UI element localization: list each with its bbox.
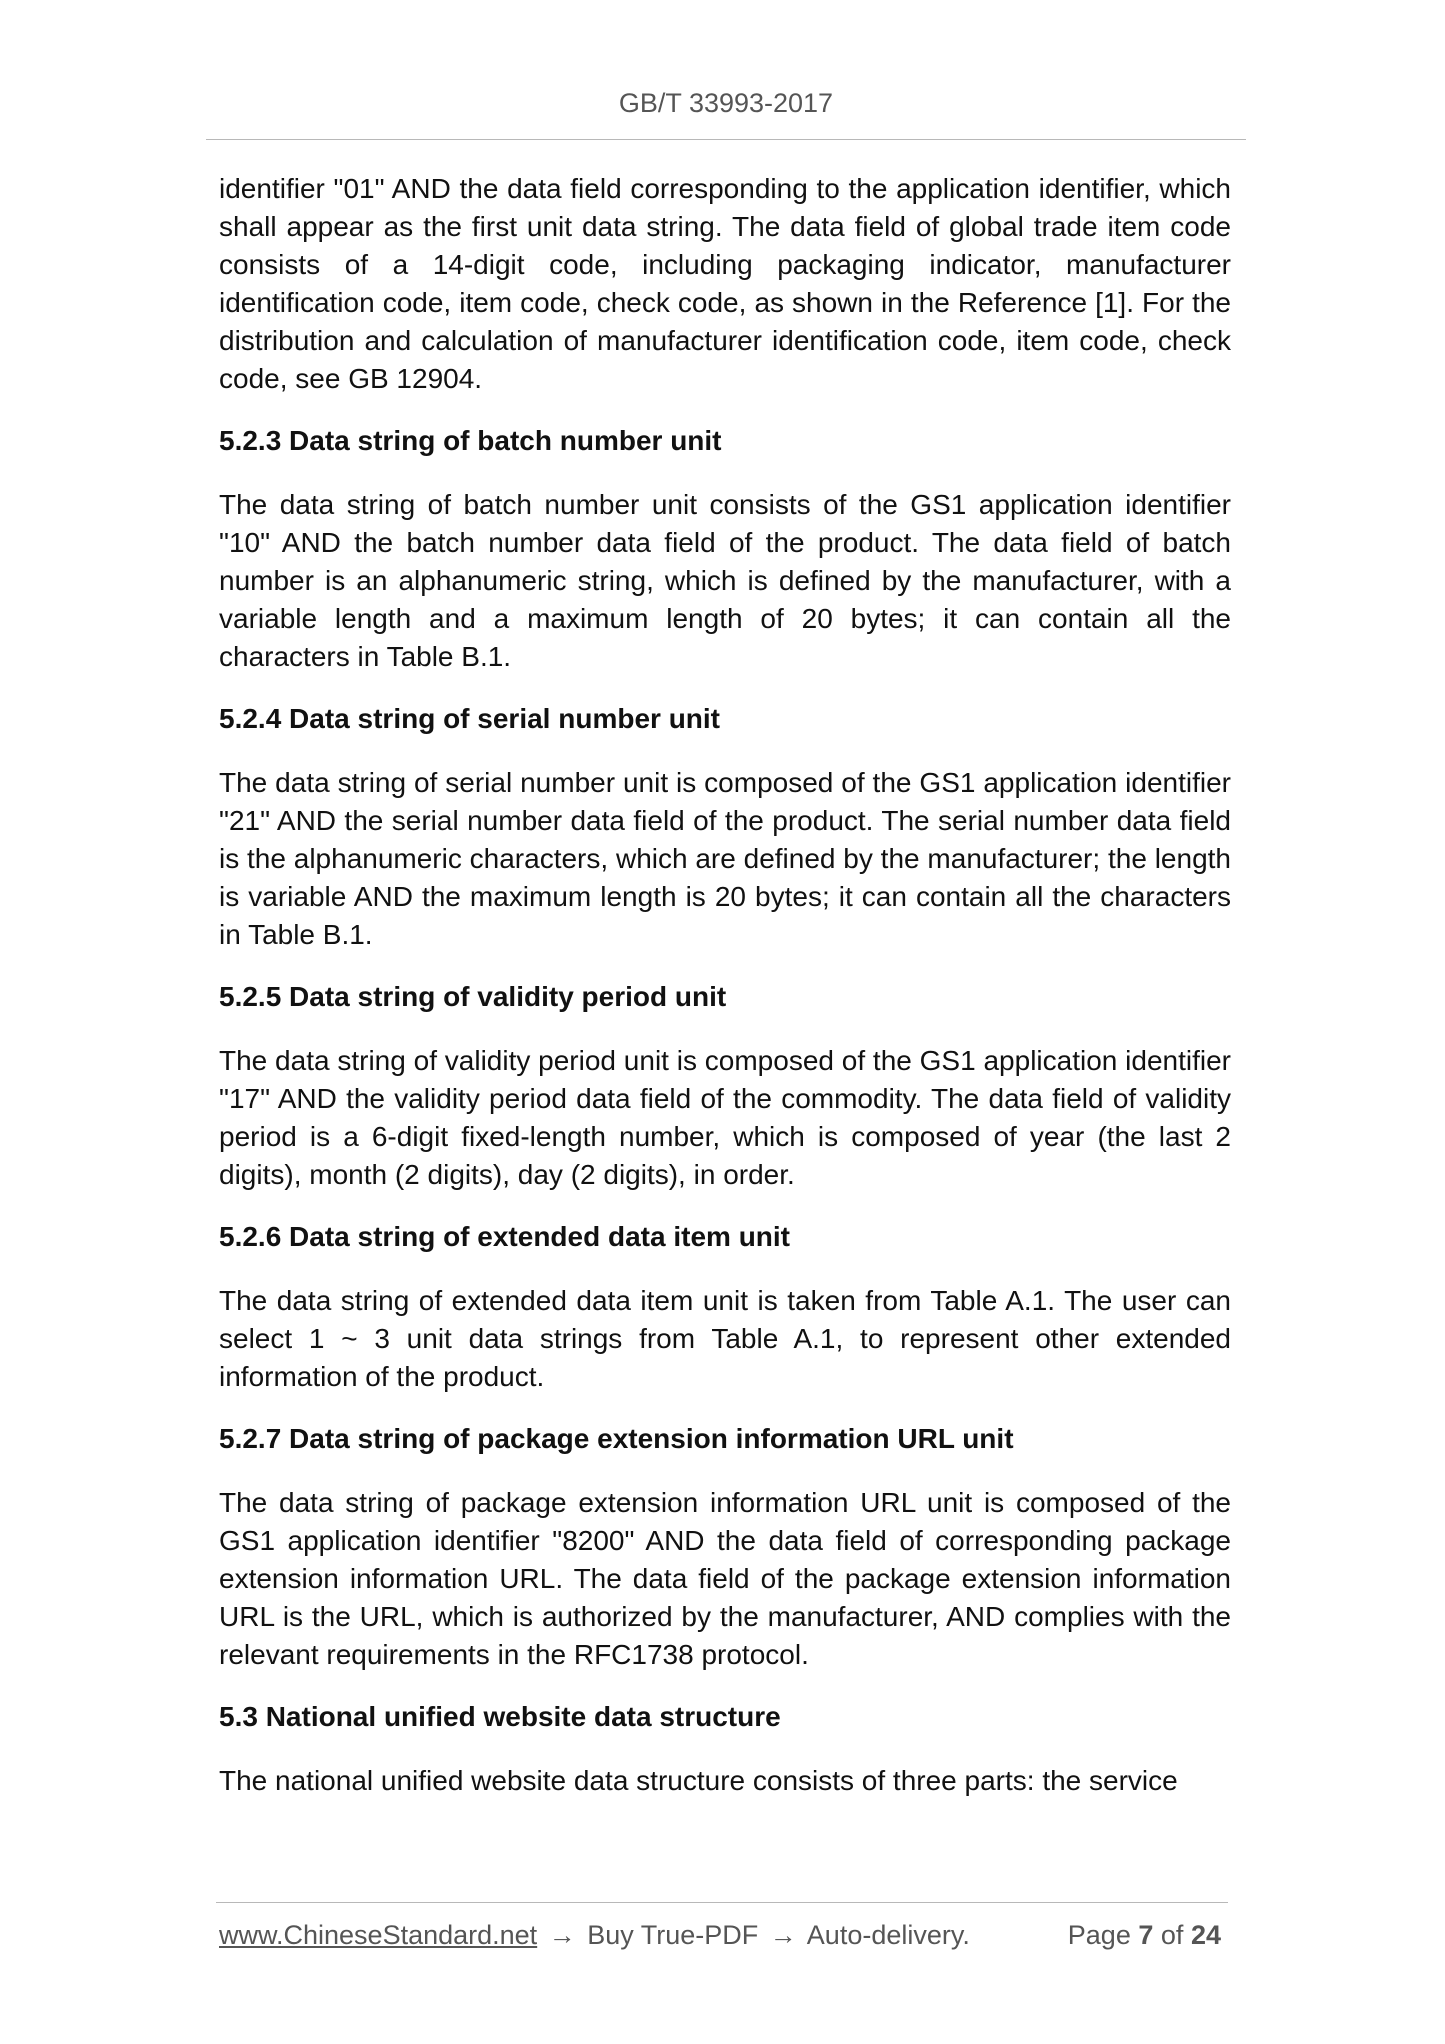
of-label: of [1160,1920,1184,1950]
paragraph-5-3: The national unified website data structure consists of three parts: the service [219,1765,1178,1796]
paragraph-5-2-6: The data string of extended data item unit is taken from Table A.1. The user can select 1 ~ 3 unit data strings from Table A.1, to represent other extended information of the product. [219,1285,1231,1392]
arrow-right-icon: → [548,1920,576,1950]
paragraph-5-2-7: The data string of package extension information URL unit is composed of the GS1 application identifier "8200" AND the data field of corresponding package extension information URL. The data field of the package extension information URL is the URL, which is authorized by the manufacturer, AND complies with the relevant requirements in the RFC1738 protocol. [219,1487,1231,1670]
paragraph-5-2-5: The data string of validity period unit is composed of the GS1 application identifier "17" AND the validity period data field of the commodity. The data field of validity period is a 6-digit fixed-length number, which is composed of year (the last 2 digits), month (2 digits), day (2 digits), in order. [219,1045,1231,1190]
auto-delivery-text: Auto-delivery. [806,1920,970,1950]
paragraph-5-2-4: The data string of serial number unit is composed of the GS1 application identifier "21" AND the serial number data field of the product. The serial number data field is the alphanumeric characters, which are defined by the manufacturer; the length is variable AND the maximum length is 20 bytes; it can contain all the characters in Table B.1. [219,767,1231,950]
heading-5-2-6: 5.2.6 Data string of extended data item unit [219,1221,791,1252]
page-current: 7 [1138,1920,1154,1950]
heading-5-2-7: 5.2.7 Data string of package extension information URL unit [219,1423,1014,1454]
paragraph-5-2-3: The data string of batch number unit consists of the GS1 application identifier "10" AND the batch number data field of the product. The data field of batch number is an alphanumeric string, which is defined by the manufacturer, with a variable length and a maximum length of 20 bytes; it can contain all the characters in Table B.1. [219,489,1231,672]
heading-5-3: 5.3 National unified website data structure [219,1701,781,1732]
header-divider [206,139,1246,140]
buy-true-pdf-text: Buy True-PDF [587,1920,759,1950]
page-footer [219,1920,1231,1956]
website-link[interactable]: www.ChineseStandard.net [219,1920,538,1950]
document-body [219,170,1231,1824]
heading-5-2-3: 5.2.3 Data string of batch number unit [219,425,722,456]
page-indicator [1068,1920,1221,1951]
page-header-doc-id: GB/T 33993-2017 [618,88,834,118]
heading-5-2-5: 5.2.5 Data string of validity period unit [219,981,727,1012]
page-label: Page [1067,1920,1131,1950]
intro-paragraph: identifier "01" AND the data field corresponding to the application identifier, which shall appear as the first unit data string. The data field of global trade item code consists of a 14-digit code, including packaging indicator, manufacturer identification code, item code, check code, as shown in the Reference [1]. For the distribution and calculation of manufacturer identification code, item code, check code, see GB 12904. [219,173,1231,394]
arrow-right-icon: → [769,1920,797,1950]
heading-5-2-4: 5.2.4 Data string of serial number unit [219,703,721,734]
footer-divider [216,1902,1228,1903]
footer-promo [219,1920,970,1951]
page-total: 24 [1190,1920,1221,1950]
